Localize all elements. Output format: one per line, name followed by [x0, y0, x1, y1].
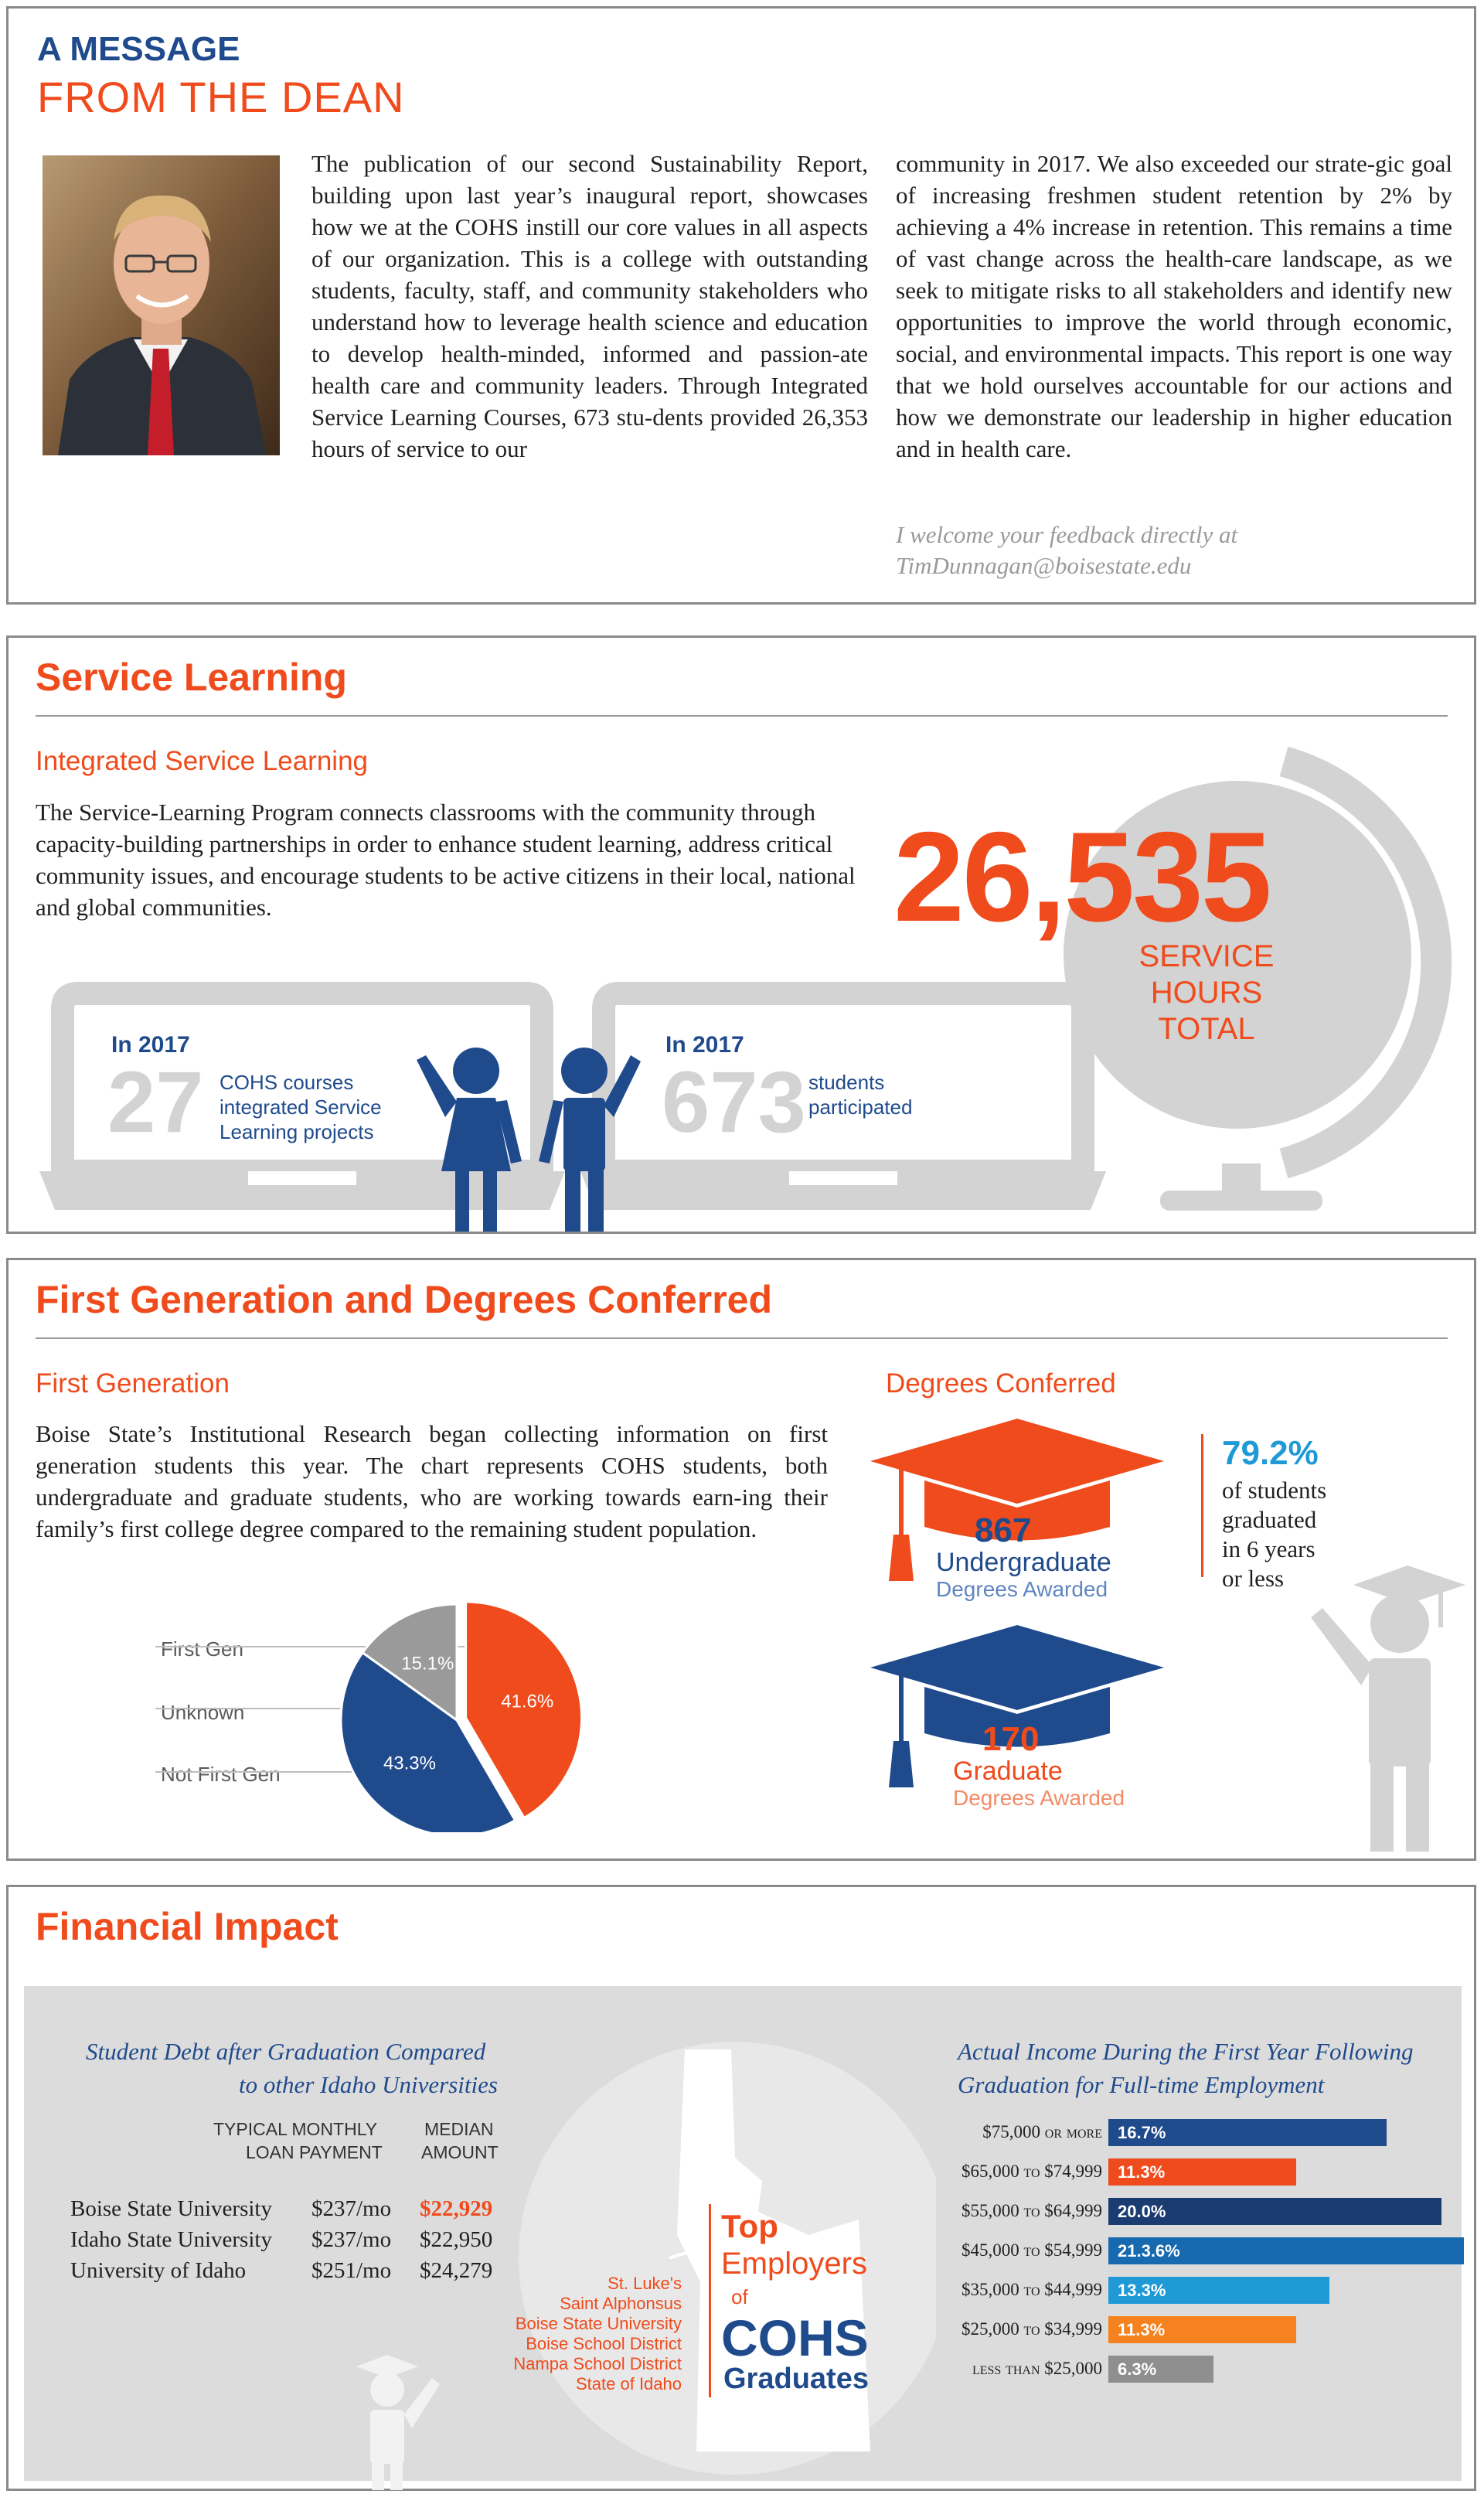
income-bar-row	[859, 2356, 1469, 2383]
firstgen-rule	[36, 1337, 1448, 1339]
income-bar: 16.7%	[1108, 2119, 1387, 2146]
student-figures-icon	[395, 1040, 650, 1233]
grad-rate-text-2: graduated	[1222, 1506, 1317, 1533]
first-gen-panel	[6, 1258, 1476, 1861]
top-employers-5: Graduates	[723, 2363, 869, 2395]
income-bar: 20.0%	[1108, 2198, 1441, 2225]
financial-panel	[6, 1885, 1476, 2491]
grad-rate-divider	[1201, 1434, 1203, 1577]
undergrad-number: 867	[975, 1511, 1032, 1549]
income-bar-label: $35,000 to $44,999	[961, 2280, 1102, 2299]
income-title-2: Graduation for Full-time Employment	[958, 2071, 1325, 2098]
debt-median: $24,279	[420, 2258, 493, 2283]
employer-item: Saint Alphonsus	[560, 2294, 682, 2313]
service-learning-panel	[6, 635, 1476, 1234]
dean-text-col1: The publication of our second Sustainability Report, building upon last year’s inaugural report, showcases how we at the COHS instill our core values in all aspects of our organization. This is a college with outstanding students, faculty, staff, and community stakeholders who understand how to leverage health science and education to develop health-minded, informed and passion-ate health care and community leaders. Through Integrated Service Learning Courses, 673 stu-dents provided 26,353 hours of service to our	[311, 150, 868, 462]
dean-text-col2: community in 2017. We also exceeded our strate-gic goal of increasing freshmen student retention by 2% by achieving a 4% increase in retention. This remains a time of vast change across the health-care landscape, as we seek to mitigate risks to all stakeholders and identify new opportunities to improve the world through economic, social, and environmental impacts. This report is one way that we hold ourselves accountable for our actions and how we demonstrate our leadership in higher education and in health care.	[896, 150, 1452, 462]
income-bar-row	[859, 2158, 1469, 2186]
employer-item: State of Idaho	[576, 2374, 682, 2393]
income-bar-label: $55,000 to $64,999	[961, 2201, 1102, 2220]
income-bar: 6.3%	[1108, 2356, 1213, 2383]
undergrad-label: Undergraduate	[936, 1548, 1111, 1577]
grad-label: Graduate	[953, 1756, 1063, 1786]
pie-value-label: 15.1%	[401, 1653, 454, 1675]
legend-first-gen: First Gen	[161, 1637, 243, 1661]
grad-rate-text-3: in 6 years	[1222, 1535, 1316, 1562]
top-employers-4: COHS	[721, 2309, 869, 2366]
legend-not-first-gen: Not First Gen	[161, 1763, 281, 1786]
income-bar: 11.3%	[1108, 2316, 1296, 2343]
stat2-text-2: participated	[808, 1095, 913, 1119]
col-typical-1: TYPICAL MONTHLY	[213, 2119, 378, 2139]
financial-heading: Financial Impact	[36, 1905, 339, 1948]
service-heading: Service Learning	[36, 656, 347, 699]
service-hours-label-2: HOURS	[1150, 976, 1263, 1010]
legend-unknown: Unknown	[161, 1701, 245, 1724]
debt-school: Idaho State University	[70, 2227, 272, 2252]
income-bar-chart	[859, 2119, 1469, 2413]
income-bar-label: $75,000 or more	[982, 2122, 1102, 2141]
service-hours-label-1: SERVICE	[1139, 939, 1275, 973]
debt-payment: $251/mo	[311, 2258, 392, 2283]
stat2-number: 673	[662, 1054, 806, 1150]
debt-row	[70, 2258, 534, 2289]
grad-rate-text-4: or less	[1222, 1565, 1285, 1592]
employer-item: St. Luke's	[608, 2274, 682, 2293]
dean-message-panel	[6, 6, 1476, 605]
col-median-1: MEDIAN	[424, 2119, 494, 2139]
debt-median: $22,929	[420, 2196, 493, 2221]
first-gen-pie-chart	[155, 1600, 588, 1832]
debt-payment: $237/mo	[311, 2196, 392, 2221]
debt-row	[70, 2227, 534, 2258]
income-bar-row	[859, 2119, 1469, 2146]
stat2-year: In 2017	[665, 1032, 744, 1058]
firstgen-body: Boise State’s Institutional Research began collecting information on first generation students this year. The chart represents COHS students, both undergraduate and graduate students, who are working towards earn-ing their family’s first college degree compared to the remaining student population.	[36, 1420, 828, 1542]
small-graduate-icon	[341, 2351, 457, 2490]
income-bar-row	[859, 2198, 1469, 2225]
pie-value-label: 41.6%	[501, 1691, 554, 1712]
employer-item: Boise State University	[515, 2314, 682, 2333]
service-subheading: Integrated Service Learning	[36, 746, 368, 776]
income-bar-label: $45,000 to $54,999	[961, 2240, 1102, 2260]
debt-school: Boise State University	[70, 2196, 272, 2221]
stat2-text-1: students	[808, 1071, 885, 1094]
income-bar-row	[859, 2237, 1469, 2264]
grad-number: 170	[982, 1720, 1040, 1758]
firstgen-subheading: First Generation	[36, 1368, 230, 1399]
income-bar-label: less than $25,000	[972, 2359, 1102, 2378]
service-hours-label-3: TOTAL	[1158, 1012, 1255, 1046]
employer-item: Boise School District	[526, 2334, 682, 2353]
service-hours-number: 26,535	[893, 806, 1270, 948]
dean-title-line2: FROM THE DEAN	[37, 73, 405, 121]
stat1-number: 27	[107, 1054, 204, 1150]
income-bar-label: $65,000 to $74,999	[961, 2162, 1102, 2181]
employer-item: Nampa School District	[513, 2354, 682, 2373]
dean-feedback-email[interactable]: TimDunnagan@boisestate.edu	[896, 552, 1192, 579]
degrees-heading: Degrees Conferred	[886, 1368, 1116, 1399]
income-bar: 11.3%	[1108, 2158, 1296, 2186]
income-bar-row	[859, 2316, 1469, 2343]
stat1-year: In 2017	[111, 1032, 190, 1058]
dean-feedback-line1: I welcome your feedback directly at	[896, 521, 1238, 548]
stat1-text-2: integrated Service	[220, 1095, 382, 1119]
col-median-2: AMOUNT	[421, 2142, 499, 2162]
grad-rate-text-1: of students	[1222, 1477, 1327, 1504]
income-bar-label: $25,000 to $34,999	[961, 2319, 1102, 2339]
employers-divider	[709, 2204, 711, 2397]
debt-title-1: Student Debt after Graduation Compared	[86, 2038, 486, 2065]
debt-payment: $237/mo	[311, 2227, 392, 2252]
graduate-figure-icon	[1299, 1554, 1477, 1855]
service-rule	[36, 715, 1448, 717]
col-typical-2: LOAN PAYMENT	[246, 2142, 383, 2162]
debt-title-2: to other Idaho Universities	[239, 2071, 498, 2098]
pie-value-label: 43.3%	[383, 1753, 437, 1774]
firstgen-heading: First Generation and Degrees Conferred	[36, 1278, 773, 1321]
debt-school: University of Idaho	[70, 2258, 247, 2283]
undergrad-sub: Degrees Awarded	[936, 1577, 1108, 1601]
dean-portrait	[43, 155, 280, 455]
dean-title-line1: A MESSAGE	[37, 30, 240, 68]
income-bar: 21.3.6%	[1108, 2237, 1464, 2264]
top-employers-2: Employers	[721, 2247, 867, 2281]
income-title-1: Actual Income During the First Year Following	[958, 2038, 1414, 2065]
income-bar: 13.3%	[1108, 2277, 1329, 2304]
debt-row	[70, 2196, 534, 2227]
top-employers-1: Top	[721, 2208, 778, 2244]
stat1-text-1: COHS courses	[220, 1071, 354, 1094]
service-body: The Service-Learning Program connects classrooms with the community through capacity-building partnerships in order to enhance student learning, address critical community issues, and encourage students to be active citizens in their local, national and global communities.	[36, 799, 856, 921]
income-bar-row	[859, 2277, 1469, 2304]
top-employers-3: of	[731, 2285, 748, 2308]
grad-rate-percent: 79.2%	[1222, 1434, 1319, 1472]
stat1-text-3: Learning projects	[220, 1120, 374, 1143]
debt-median: $22,950	[420, 2227, 493, 2252]
grad-sub: Degrees Awarded	[953, 1786, 1125, 1810]
